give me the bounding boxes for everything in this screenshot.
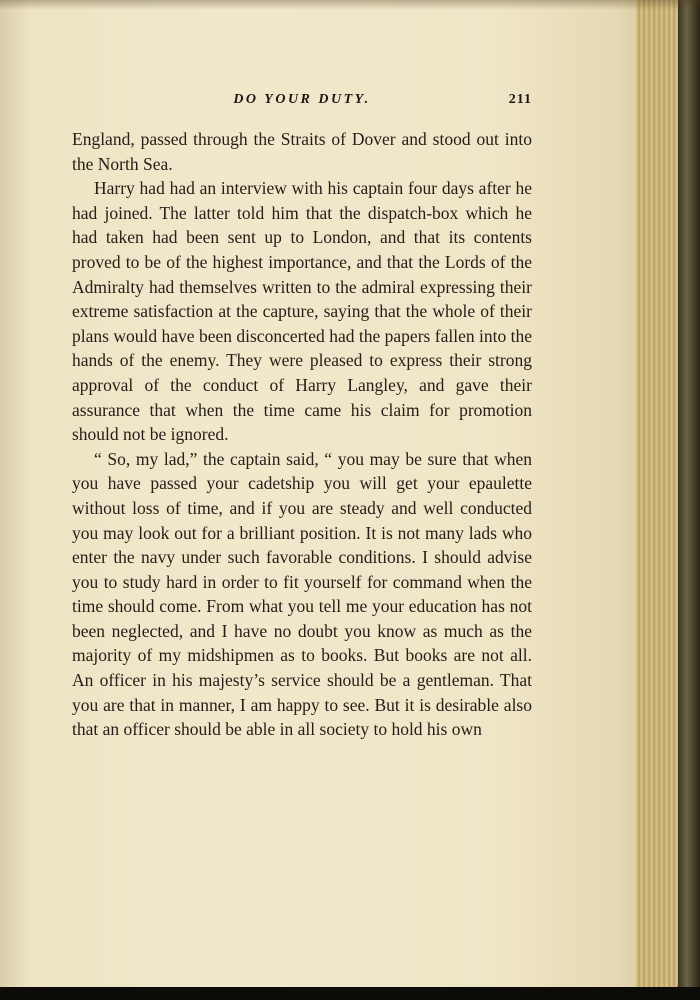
bottom-background — [0, 987, 700, 1000]
book-cover-edge — [678, 0, 700, 1000]
top-shadow — [0, 0, 700, 10]
paragraph: England, passed through the Straits of Dover and stood out into the North Sea. — [72, 129, 532, 174]
paragraph: Harry had had an interview with his captain four days after he had joined. The latter told him that the dispatch-box which he had taken had been sent up to London, and that its contents proved to be of the highest importance, and that the Lords of the Admiralty had themselves written to the admiral expressing their extreme satisfaction at the capture, saying that the whole of their plans would have been disconcerted had the papers fallen into the hands of the enemy. They were pleased to express their strong approval of the conduct of Harry Langley, and gave their assurance that when the time came his claim for promotion should not be ignored. — [72, 178, 532, 445]
page-edges — [636, 0, 680, 990]
running-header — [72, 92, 532, 112]
page-number: 211 — [508, 92, 532, 107]
body-text — [72, 127, 532, 742]
running-title: DO YOUR DUTY. — [233, 92, 371, 107]
spine-shadow — [0, 0, 30, 987]
paragraph: “ So, my lad,” the captain said, “ you may be sure that when you have passed your cadetship you will get your epaulette without loss of time, and if you are steady and well conducted you may look out for a brilliant position. It is not many lads who enter the navy under such favorable conditions. I should advise you to study hard in order to fit yourself for command when the time should come. From what you tell me your education has not been neglected, and I have no doubt you know as much as the majority of my midshipmen as to books. But books are not all. An officer in his majesty’s service should be a gentleman. That you are that in manner, I am happy to see. But it is desirable also that an officer should be able in all society to hold his own — [72, 448, 532, 740]
